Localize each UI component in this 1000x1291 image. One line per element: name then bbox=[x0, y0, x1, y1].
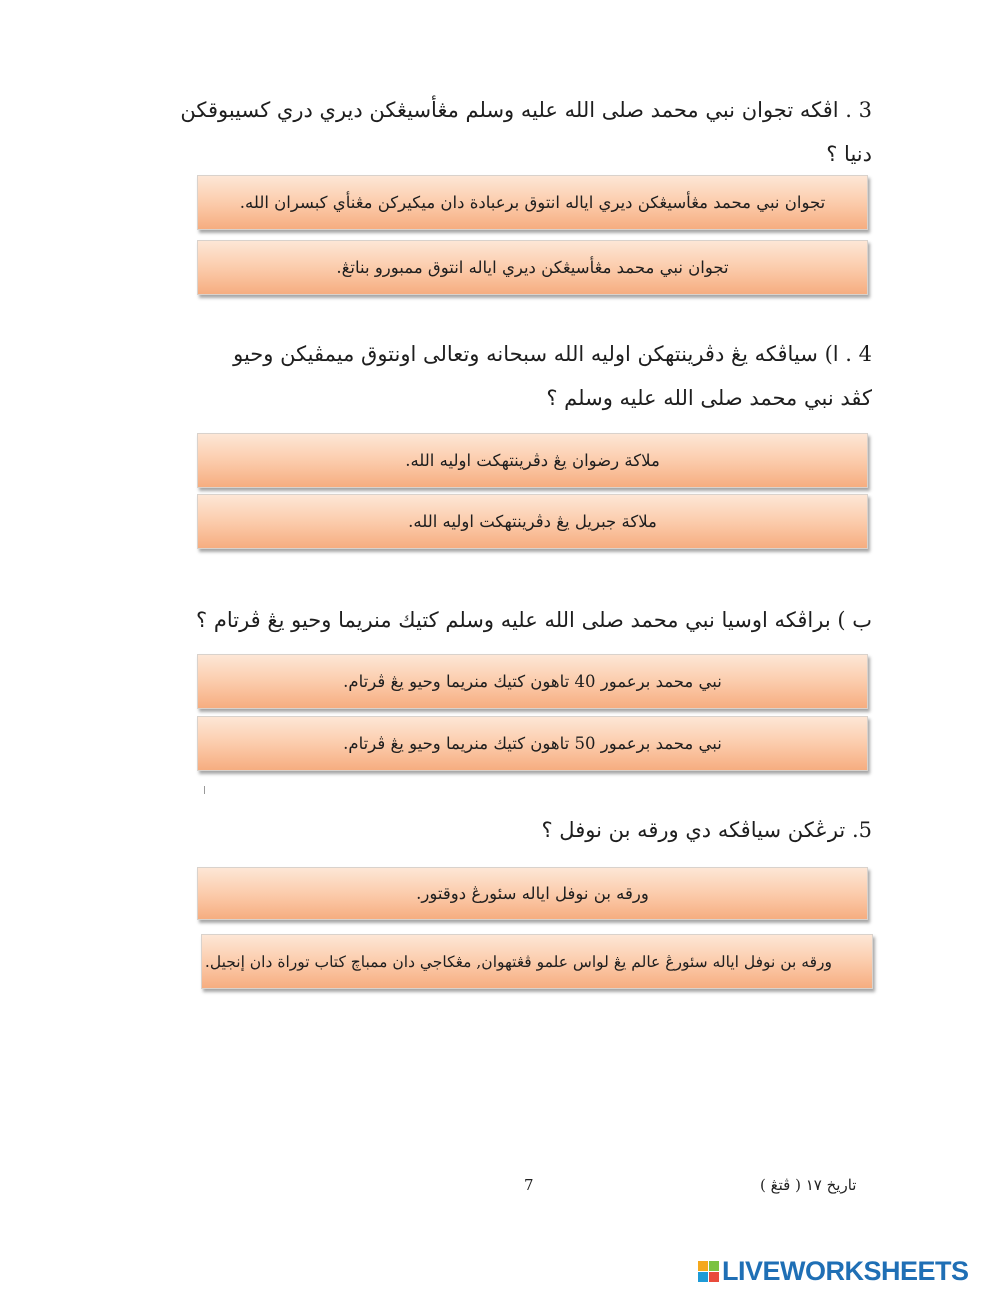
option-5b[interactable] bbox=[201, 934, 873, 989]
option-4a-1-label: ملاكة رضوان يڠ دڤرينتهكت اوليه الله. bbox=[405, 451, 660, 470]
question-3-line1: 3 . اڤكه تجوان نبي محمد صلى الله عليه وسلم مڠأسيڠكن ديري دري كسيبوقكن bbox=[180, 98, 872, 122]
option-4b-1[interactable] bbox=[197, 654, 868, 709]
option-4a-2[interactable] bbox=[197, 494, 868, 549]
footer-title: تاريخ ١٧ ( ڤتڠ ) bbox=[760, 1176, 857, 1194]
page-number: 7 bbox=[524, 1176, 534, 1194]
question-4a bbox=[192, 332, 872, 420]
question-5-line1: 5. ترڠكن سياڤكه دي ورقه بن نوفل ؟ bbox=[541, 818, 872, 842]
option-3b-label: تجوان نبي محمد مڠأسيڠكن ديري اياله انتوق ممبورو بناتڠ. bbox=[336, 258, 729, 277]
option-3b[interactable] bbox=[197, 240, 868, 295]
question-4a-line1: 4 . ا) سياڤكه يڠ دڤرينتهكن اوليه الله سبحانه وتعالى اونتوق ميمڤيكن وحيو bbox=[233, 342, 872, 366]
liveworksheets-logo-text: LIVEWORKSHEETS bbox=[722, 1256, 969, 1286]
stray-mark bbox=[204, 786, 205, 794]
option-4b-2-label: نبي محمد برعمور 50 تاهون كتيك منريما وحيو يڠ ڤرتام. bbox=[343, 734, 722, 753]
question-4b-line1: ب ) براڤكه اوسيا نبي محمد صلى الله عليه وسلم كتيك منريما وحيو يڠ ڤرتام ؟ bbox=[196, 608, 872, 632]
question-3-line2: دنيا ؟ bbox=[826, 142, 872, 166]
option-5a-label: ورقه بن نوفل اياله سئورڠ دوقتور. bbox=[416, 884, 649, 903]
question-4b bbox=[192, 598, 872, 642]
option-3a-label: تجوان نبي محمد مڠأسيڠكن ديري اياله انتوق برعبادة دان ميكيركن مڠنأي كبسران الله. bbox=[239, 193, 826, 212]
question-3 bbox=[180, 88, 872, 176]
liveworksheets-logo-icon bbox=[698, 1261, 720, 1283]
option-4a-2-label: ملاكة جبريل يڠ دڤرينتهكت اوليه الله. bbox=[408, 512, 657, 531]
option-4a-1[interactable] bbox=[197, 433, 868, 488]
option-4b-1-label: نبي محمد برعمور 40 تاهون كتيك منريما وحيو يڠ ڤرتام. bbox=[343, 672, 722, 691]
option-5a[interactable] bbox=[197, 867, 868, 920]
option-4b-2[interactable] bbox=[197, 716, 868, 771]
question-5 bbox=[192, 808, 872, 852]
liveworksheets-logo bbox=[698, 1256, 969, 1287]
option-5b-label: ورقه بن نوفل اياله سئورڠ عالم يڠ لواس علمو ڤڠتهوان, مڠكاجي دان ممباچ كتاب توراة دان إنجيل. bbox=[204, 952, 832, 971]
option-3a[interactable] bbox=[197, 175, 868, 230]
question-4a-line2: كڤد نبي محمد صلى الله عليه وسلم ؟ bbox=[546, 386, 872, 410]
